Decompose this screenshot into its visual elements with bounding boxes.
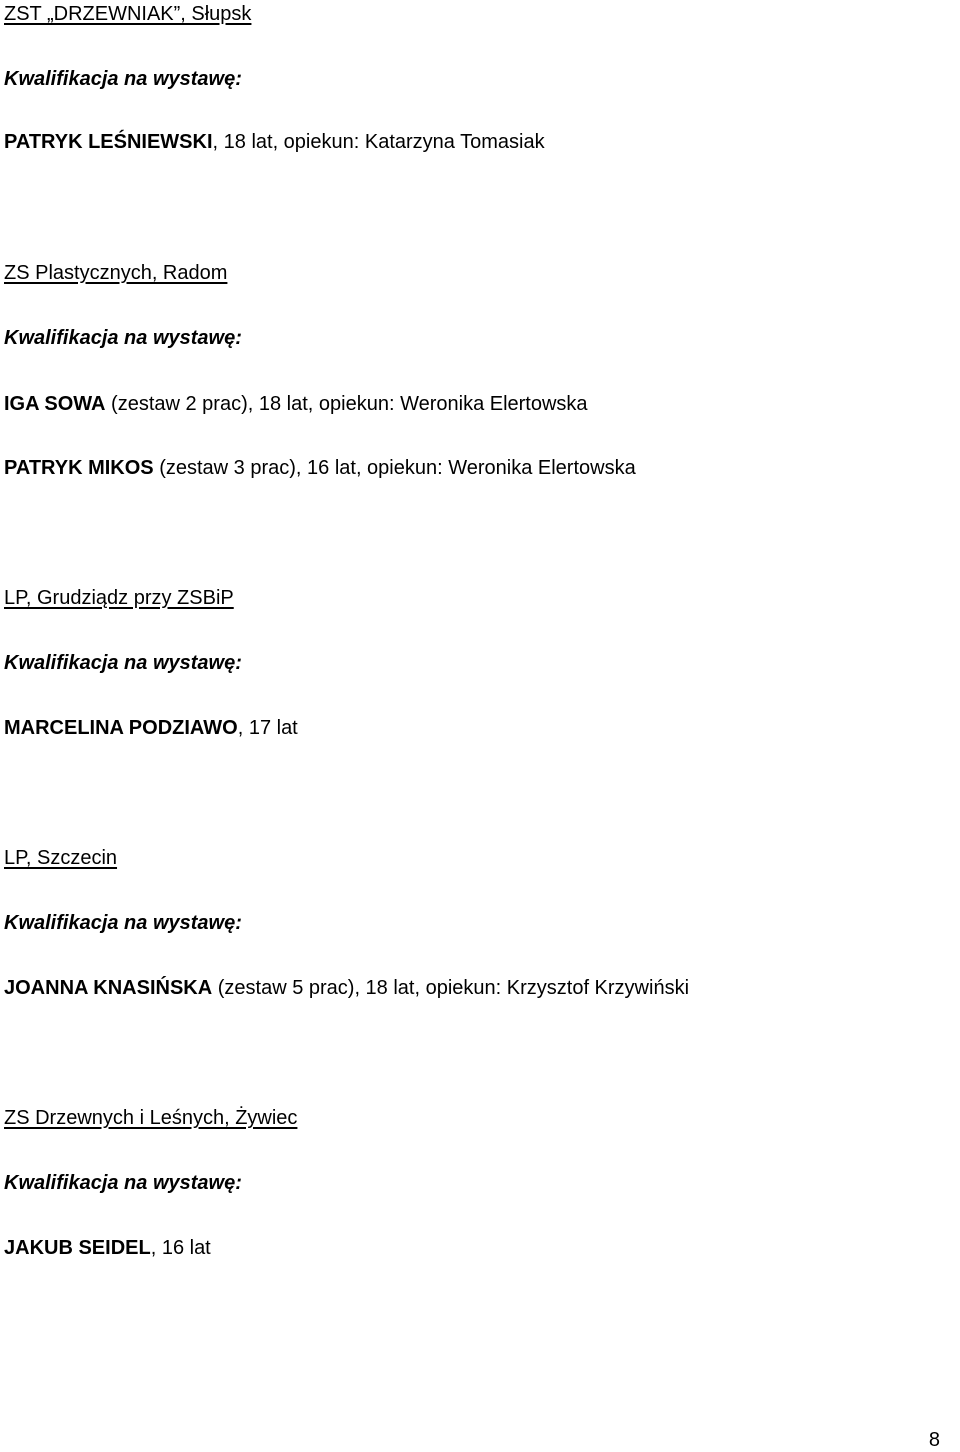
participant-entry (4, 392, 588, 416)
participant-entry (4, 130, 545, 154)
participant-details: , 17 lat (237, 717, 298, 739)
participant-name: JOANNA KNASIŃSKA (4, 977, 213, 999)
participant-entry (4, 456, 636, 480)
participant-details: , 16 lat (150, 1237, 211, 1259)
school-heading: LP, Szczecin (4, 847, 118, 869)
qualification-label: Kwalifikacja na wystawę: (4, 68, 242, 90)
qualification-label: Kwalifikacja na wystawę: (4, 912, 242, 934)
school-heading: LP, Grudziądz przy ZSBiP (4, 587, 234, 609)
school-heading: ZS Plastycznych, Radom (4, 262, 228, 284)
participant-name: PATRYK LEŚNIEWSKI (4, 131, 213, 153)
participant-details: , 18 lat, opiekun: Katarzyna Tomasiak (212, 131, 545, 153)
qualification-label: Kwalifikacja na wystawę: (4, 327, 242, 349)
school-heading: ZS Drzewnych i Leśnych, Żywiec (4, 1107, 298, 1129)
participant-entry (4, 1236, 211, 1260)
qualification-label: Kwalifikacja na wystawę: (4, 652, 242, 674)
school-heading: ZST „DRZEWNIAK”, Słupsk (4, 3, 252, 25)
participant-details: (zestaw 2 prac), 18 lat, opiekun: Weronika Elertowska (105, 393, 588, 415)
participant-details: (zestaw 3 prac), 16 lat, opiekun: Weronika Elertowska (153, 457, 636, 479)
participant-details: (zestaw 5 prac), 18 lat, opiekun: Krzysztof Krzywiński (212, 977, 690, 999)
participant-name: PATRYK MIKOS (4, 457, 154, 479)
participant-name: IGA SOWA (4, 393, 106, 415)
participant-entry (4, 716, 298, 740)
participant-name: MARCELINA PODZIAWO (4, 717, 238, 739)
page-number: 8 (928, 1429, 940, 1451)
qualification-label: Kwalifikacja na wystawę: (4, 1172, 242, 1194)
participant-name: JAKUB SEIDEL (4, 1237, 151, 1259)
participant-entry (4, 976, 689, 1000)
